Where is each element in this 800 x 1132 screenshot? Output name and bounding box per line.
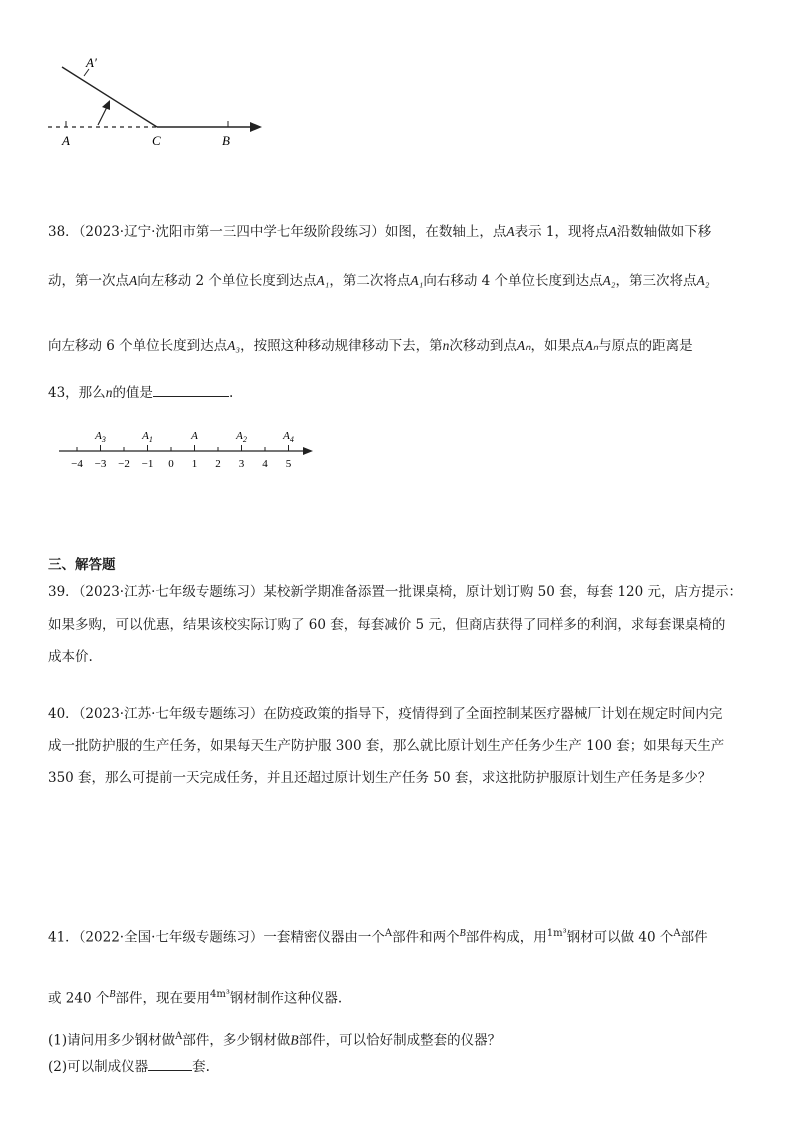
tick-label: 5 [285, 458, 292, 470]
tick-label: 1 [191, 458, 198, 470]
q38-line2: 动，第一次点A向左移动 2 个单位长度到达点A₁，第二次将点A₁向右移动 4 个单位长度到达点A₂，第三次将点A₂ [48, 273, 710, 289]
q41-sub1: (1)请问用多少钢材做$^A$部件，多少钢材做B部件，可以恰好制成整套的仪器？ [48, 1031, 502, 1049]
q40-line3: 350 套，那么可提前一天完成任务，并且还超过原计划生产任务 50 套，求这批防护服原计划生产任务是多少？ [48, 770, 712, 786]
number-line-figure [55, 425, 320, 475]
point-label-a4: $A_4$ [283, 430, 294, 444]
tick-a-prime [84, 69, 89, 76]
q38-line3: 向左移动 6 个单位长度到达点A₃，按照这种移动规律移动下去，第n次移动到点Aₙ，如果点Aₙ与原点的距离是 [48, 338, 693, 354]
label-a: A [62, 133, 70, 148]
label-c: C [152, 133, 161, 148]
q39-line3: 成本价. [48, 649, 93, 665]
rotation-arrowhead [102, 100, 110, 110]
answer-blank-41 [148, 1058, 192, 1071]
q40-line1: 40．（2023·江苏·七年级专题练习）在防疫政策的指导下，疫情得到了全面控制某医疗器械厂计划在规定时间内完 [48, 706, 723, 722]
point-label-a1: $A_1$ [142, 430, 153, 444]
q41-line1: 41．（2022·全国·七年级专题练习）一套精密仪器由一个$^A$部件和两个$^B$部件构成，用$^{1m^3}$钢材可以做 40 个$^A$部件 [48, 928, 708, 946]
axis-arrow [303, 447, 313, 455]
tick-label: 2 [215, 458, 221, 470]
section-title: 三、解答题 [48, 557, 116, 573]
label-a-prime: A′ [86, 55, 97, 70]
arrow-b [250, 122, 262, 132]
tick-label: 3 [238, 458, 245, 470]
ray-ca-prime [62, 67, 157, 127]
point-label-a: A [191, 430, 198, 442]
q38-line1: 38．（2023·辽宁·沈阳市第一三四中学七年级阶段练习）如图，在数轴上，点A表示 1，现将点A沿数轴做如下移 [48, 224, 712, 240]
tick-label: −1 [141, 458, 154, 470]
q39-line2: 如果多购，可以优惠，结果该校实际订购了 60 套，每套减价 5 元，但商店获得了同样多的利润，求每套课桌椅的 [48, 617, 726, 633]
tick-label: −3 [94, 458, 107, 470]
answer-blank-38 [153, 384, 229, 397]
point-label-a3: $A_3$ [95, 430, 106, 444]
q38-line4: 43，那么n的值是 . [48, 385, 234, 401]
tick-label: 0 [168, 458, 174, 470]
q40-line2: 成一批防护服的生产任务，如果每天生产防护服 300 套，那么就比原计划生产任务少生产 100 套；如果每天生产 [48, 738, 725, 754]
tick-label: −2 [118, 458, 130, 470]
q39-line1: 39．（2023·江苏·七年级专题练习）某校新学期准备添置一批课桌椅，原计划订购 50 套，每套 120 元，店方提示： [48, 584, 743, 600]
angle-figure [40, 50, 280, 155]
label-b: B [222, 133, 230, 148]
tick-label: −4 [71, 458, 83, 470]
q41-line2: 或 240 个$^B$部件，现在要用$^{4m^3}$钢材制作这种仪器. [48, 989, 343, 1007]
tick-label: 4 [262, 458, 268, 470]
point-label-a2: $A_2$ [236, 430, 247, 444]
q41-sub2: (2)可以制成仪器 套. [48, 1059, 210, 1075]
